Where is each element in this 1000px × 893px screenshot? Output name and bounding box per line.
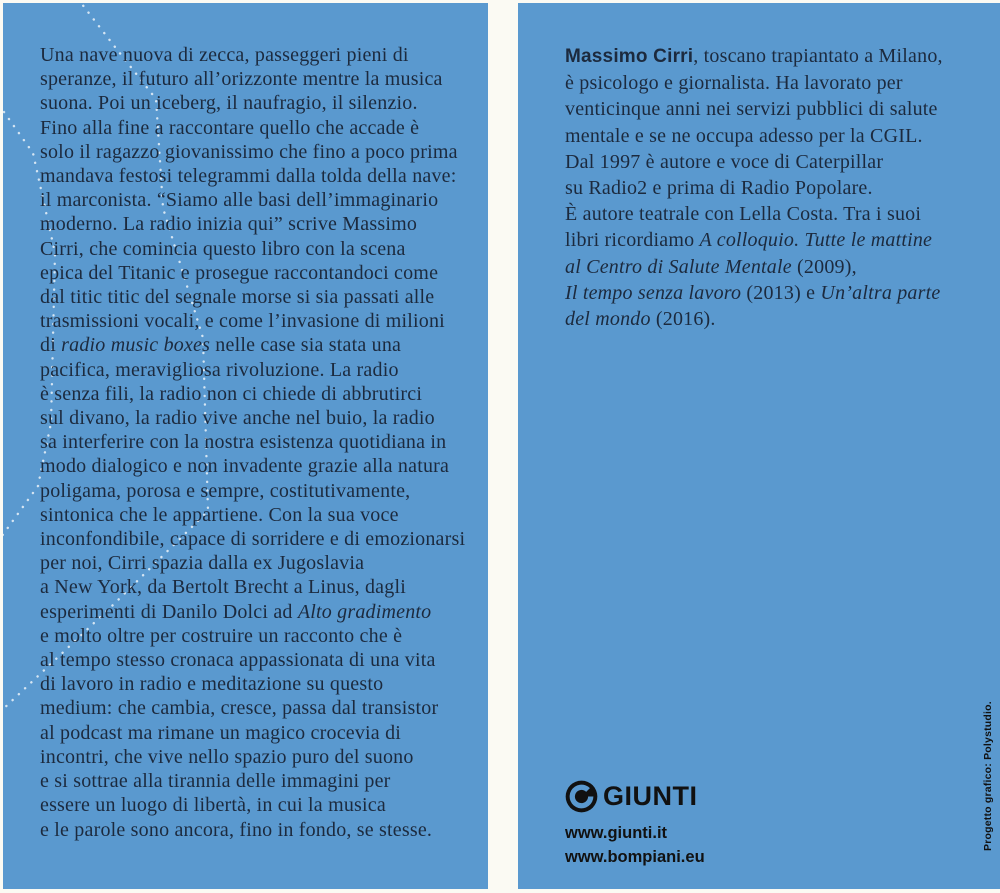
text-line: speranze, il futuro all’orizzonte mentre la musica <box>40 68 443 91</box>
text-line: pacifica, meravigliosa rivoluzione. La radio <box>40 358 399 381</box>
text-line: di lavoro in radio e meditazione su questo <box>40 673 384 696</box>
text-line: libri ricordiamo A colloquio. Tutte le mattine <box>565 229 933 252</box>
text-line: epica del Titanic e prosegue raccontandoci come <box>40 261 439 284</box>
bompiani-url: www.bompiani.eu <box>565 848 705 866</box>
text-line: dal titic titic del segnale morse si sia passati alle <box>40 286 435 309</box>
text-line: inconfondibile, capace di sorridere e di emozionarsi <box>40 528 466 551</box>
text-line: essere un luogo di libertà, in cui la musica <box>40 794 386 817</box>
text-line: per noi, Cirri spazia dalla ex Jugoslavia <box>40 552 365 575</box>
author-bio <box>565 43 995 332</box>
back-cover-panel <box>3 3 488 889</box>
text-line: esperimenti di Danilo Dolci ad Alto gradimento <box>40 600 432 623</box>
text-line: È autore teatrale con Lella Costa. Tra i suoi <box>565 203 922 226</box>
text-line: e le parole sono ancora, fino in fondo, se stesse. <box>40 818 433 841</box>
text-line: medium: che cambia, cresce, passa dal transistor <box>40 697 439 720</box>
text-line: su Radio2 e prima di Radio Popolare. <box>565 177 873 200</box>
text-line: sintonica che le appartiene. Con la sua voce <box>40 503 399 526</box>
fold-gap <box>488 0 518 893</box>
text-line: modo dialogico e non invadente grazie alla natura <box>40 455 450 478</box>
publisher-urls <box>565 821 705 869</box>
giunti-url: www.giunti.it <box>565 824 668 842</box>
text-line: è psicologo e giornalista. Ha lavorato per <box>565 72 903 95</box>
text-line: Dal 1997 è autore e voce di Caterpillar <box>565 150 884 173</box>
text-line: a New York, da Bertolt Brecht a Linus, dagli <box>40 576 406 599</box>
text-line: al tempo stesso cronaca appassionata di una vita <box>40 649 436 672</box>
text-line: Massimo Cirri, toscano trapiantato a Milano, <box>565 45 943 67</box>
text-line: sa interferire con la nostra esistenza quotidiana in <box>40 431 447 454</box>
text-line: incontri, che vive nello spazio puro del suono <box>40 745 414 768</box>
text-line: Fino alla fine a raccontare quello che accade è <box>40 116 420 139</box>
text-line: e si sottrae alla tirannia delle immagini per <box>40 770 391 793</box>
text-line: al Centro di Salute Mentale (2009), <box>565 255 857 278</box>
text-line: è senza fili, la radio non ci chiede di abbrutirci <box>40 382 423 405</box>
text-line: Il tempo senza lavoro (2013) e Un’altra parte <box>565 281 941 304</box>
text-line: venticinque anni nei servizi pubblici di salute <box>565 98 938 121</box>
text-line: mentale e se ne occupa adesso per la CGIL. <box>565 124 923 147</box>
text-line: moderno. La radio inizia qui” scrive Massimo <box>40 213 418 236</box>
text-line: del mondo (2016). <box>565 308 716 331</box>
flap-panel <box>518 3 1000 889</box>
giunti-g-icon <box>565 780 598 813</box>
back-cover-blurb <box>40 43 485 842</box>
design-credit: Progetto grafico: Polystudio. <box>982 701 994 851</box>
text-line: poligama, porosa e sempre, costitutivamente, <box>40 479 411 502</box>
text-line: sul divano, la radio vive anche nel buio, la radio <box>40 407 435 430</box>
text-line: Cirri, che comincia questo libro con la scena <box>40 237 406 260</box>
giunti-logo-text: GIUNTI <box>603 780 698 811</box>
text-line: solo il ragazzo giovanissimo che fino a poco prima <box>40 140 458 163</box>
text-line: il marconista. “Siamo alle basi dell’immaginario <box>40 189 439 212</box>
text-line: suona. Poi un iceberg, il naufragio, il silenzio. <box>40 92 418 115</box>
giunti-logo <box>565 778 705 814</box>
text-line: al podcast ma rimane un magico crocevia di <box>40 721 402 744</box>
text-line: di radio music boxes nelle case sia stata una <box>40 334 402 357</box>
text-line: e molto oltre per costruire un racconto che è <box>40 624 403 647</box>
publisher-block <box>565 778 705 869</box>
text-line: trasmissioni vocali, e come l’invasione di milioni <box>40 310 445 333</box>
text-line: mandava festosi telegrammi dalla tolda della nave: <box>40 165 457 188</box>
text-line: Una nave nuova di zecca, passeggeri pieni di <box>40 44 409 66</box>
